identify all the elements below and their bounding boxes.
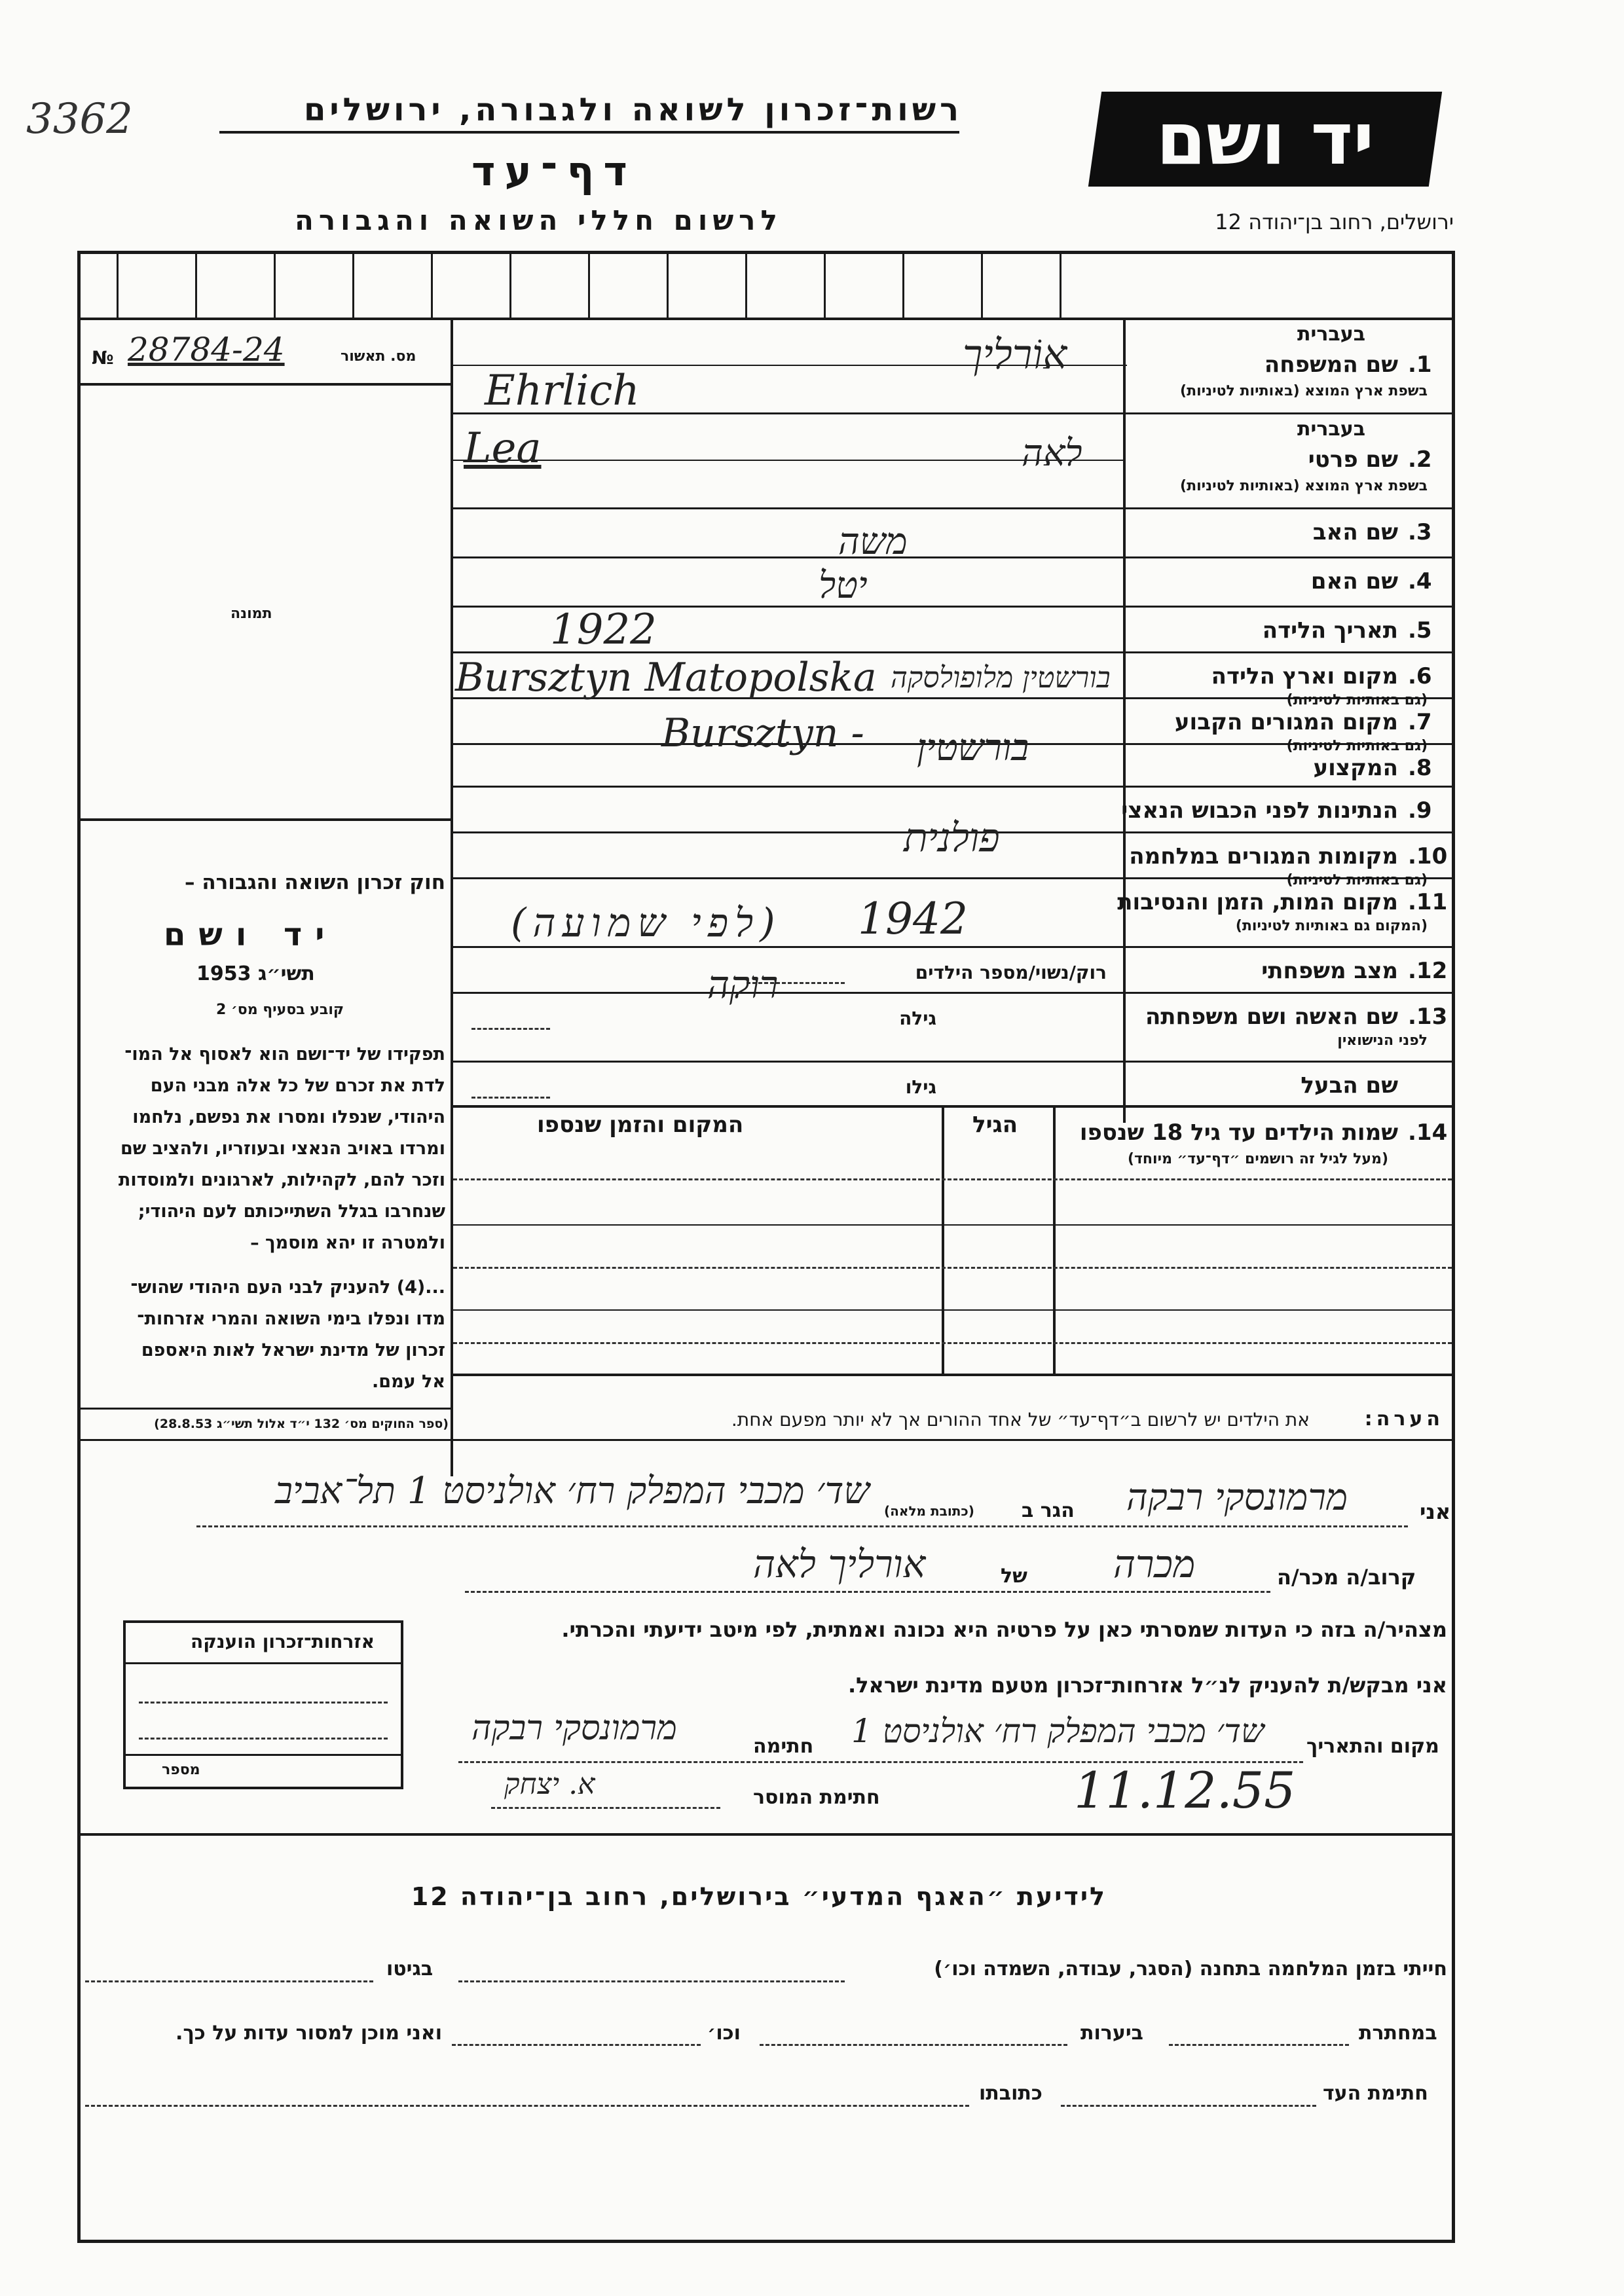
top-strip-box-divider: [588, 251, 590, 318]
row-label: הנתינות לפני הכבוש הנאצי: [1121, 797, 1398, 824]
info-title: לידיעת ״האגף המדעי״ בירושלים, רחוב בן־יהודה 12: [411, 1882, 1107, 1911]
top-strip-box-divider: [902, 251, 904, 318]
law-reference: (ספר החוקים מס׳ 132 י״ד אלול תשי״ג 28.8.53): [154, 1417, 449, 1431]
top-strip-box-divider: [667, 251, 669, 318]
row-number: 1.: [1408, 352, 1432, 378]
row-label: מקום המות, הזמן והנסיבות: [1117, 889, 1398, 915]
row-sublabel: לפני הנישואין: [1337, 1032, 1428, 1049]
children-row-rule: [453, 1178, 1452, 1182]
hw-father-name: משה: [838, 520, 908, 563]
decl-hw-address: שד׳ מכבי המפלק רח׳ אולניסט 1 תל־אביב: [275, 1470, 870, 1512]
top-strip-box-divider: [274, 251, 276, 318]
children-col-age: הגיל: [972, 1112, 1018, 1138]
row-label: שם האב: [1312, 519, 1398, 545]
row-number: 8.: [1408, 755, 1432, 781]
row-label: המקצוע: [1313, 755, 1398, 781]
photo-label: תמונה: [231, 606, 272, 622]
form-row-divider: [451, 507, 1452, 509]
row-extra-label: גילה: [899, 1008, 936, 1029]
top-strip-box-divider: [981, 251, 983, 318]
decl-prefix: אני: [1420, 1499, 1451, 1524]
law-text-line: וזכר להם, לקהילות, לארגונים ולמוסדות: [118, 1170, 445, 1190]
top-strip-box-divider: [1060, 251, 1061, 318]
row-number: 9.: [1408, 797, 1432, 824]
children-num: 14.: [1408, 1120, 1448, 1146]
top-strip-box-divider: [117, 251, 119, 318]
law-year: תשי״ג 1953: [196, 962, 315, 985]
citizenship-box-title-rule: [126, 1662, 401, 1664]
hw-surname-latin: Ehrlich: [485, 367, 640, 415]
row-number: 2.: [1408, 446, 1432, 473]
top-strip-box-divider: [195, 251, 197, 318]
law-clause: קובע בסעיף מס׳ 2: [216, 1002, 344, 1018]
row-extra-label: גילו: [905, 1076, 936, 1098]
decl-hw-signature: מרמונסקי רבקה: [471, 1709, 677, 1748]
form-title: דף־עד: [471, 147, 637, 195]
law-text-line: היהודי, שנפלו ומסרו את נפשם, נלחמו: [132, 1107, 445, 1127]
row-number: 4.: [1408, 568, 1432, 594]
bottom-line1-label: חייתי בזמן המלחמה בתחנה (הסגר, עבודה, השמדה וכו׳): [934, 1958, 1447, 1980]
row-number: 5.: [1408, 617, 1432, 644]
decl-hw-date: 11.12.55: [1074, 1761, 1296, 1819]
row-language-label: בעברית: [1297, 418, 1365, 441]
row-label: שם המשפחה: [1264, 352, 1398, 378]
bottom-line3-rule-b: [85, 2105, 969, 2107]
decl-relation-label: קרוב/ה מכר/ה: [1277, 1565, 1416, 1590]
note-divider: [451, 1374, 1452, 1376]
row-label: שם פרטי: [1308, 446, 1398, 473]
bottom-line3-witness-signature: חתימת העד: [1323, 2082, 1428, 2105]
row-number: 13.: [1408, 1004, 1448, 1030]
hw-firstname-latin: Lea: [464, 424, 542, 473]
row-extra-rule: [471, 1097, 550, 1099]
hw-residence-he: בורשטין: [917, 727, 1029, 769]
photo-divider: [77, 818, 452, 821]
row-label: מקומות המגורים במלחמה: [1129, 843, 1398, 869]
license-number: 28784-24: [128, 331, 285, 369]
license-label: מס. תאשור: [341, 348, 416, 365]
form-row-divider: [451, 992, 1452, 994]
hw-firstname-he: לאה: [1022, 432, 1082, 475]
row-number: 12.: [1408, 958, 1448, 984]
law-text-line: ...(4) להעניק לבני העם היהודי שהוש־: [130, 1277, 445, 1298]
bottom-divider: [77, 1833, 1452, 1836]
hw-marital-status: רוקה: [707, 962, 779, 1007]
decl-resides: הגר ב: [1022, 1499, 1075, 1522]
decl-addr-hint: (כתובת מלאה): [884, 1503, 974, 1519]
law-text-line: ולמטרה זו יהא מוסמך –: [250, 1233, 445, 1253]
citizenship-box: [123, 1620, 403, 1789]
decl-hw-name: מרמונסקי רבקה: [1126, 1476, 1348, 1519]
decl-hw-editor: א. יצחק: [504, 1768, 595, 1801]
header-address: ירושלים, רחוב בן־יהודה 12: [1215, 210, 1454, 234]
children-col-2: [1053, 1105, 1056, 1374]
law-text-line: לדת את זכרם של כל אלה מבני העם: [150, 1076, 445, 1096]
row-label: שם הבעל: [1301, 1072, 1398, 1099]
bottom-line2-underground: במחתרת: [1359, 2022, 1437, 2045]
bottom-line2-rule-a: [1169, 2044, 1349, 2046]
children-row-rule: [453, 1267, 1452, 1270]
bottom-line2-rule-c: [452, 2044, 701, 2046]
children-row-rule: [453, 1342, 1452, 1345]
decl-request: אני מבקש/ת להעניק לנ״ל אזרחות־זכרון מטעם מדינת ישראל.: [848, 1673, 1447, 1698]
form-subtitle: לרשום חללי השואה והגבורה: [295, 204, 783, 236]
decl-line-1: [196, 1525, 1408, 1527]
hw-mother-name: יטל: [819, 564, 868, 607]
label-column-border: [1123, 318, 1126, 1123]
row-label: מקום וארץ הלידה: [1211, 663, 1398, 689]
row-sublabel: (גם באותיות לטיניות): [1286, 738, 1428, 754]
decl-hw-relation: מכרה: [1113, 1542, 1196, 1586]
row-sublabel: (המקום גם באותיות לטיניות): [1235, 918, 1428, 934]
law-title-yadvashem: יד ושם: [164, 917, 338, 953]
bottom-line3-address: כתובתו: [979, 2082, 1043, 2105]
law-text-line: מדו ונפלו בימי השואה והמרי אזרחות־: [137, 1309, 445, 1329]
bottom-line1-rule-a: [458, 1980, 845, 1982]
form-row-divider: [451, 786, 1452, 788]
children-row-rule: [453, 1309, 1452, 1311]
bottom-line1-rule-b: [85, 1980, 373, 1982]
row-label: מצב משפחתי: [1261, 958, 1398, 984]
row-label: תאריך הלידה: [1262, 617, 1398, 644]
decl-statement: מצהיר/ה בזה כי העדות שמסרתי כאן על פרטיה היא נכונה ואמתית, לפי מיטב ידיעתי והכרתי.: [561, 1617, 1447, 1642]
decl-hw-subject: אורליך לאה: [753, 1542, 926, 1586]
hw-birthplace-he: בורשטין מלופולסקה: [891, 661, 1111, 695]
row-label: מקום המגורים הקבוע: [1174, 709, 1398, 735]
citizenship-box-line-1: [139, 1702, 388, 1704]
children-label: שמות הילדים עד גיל 18 שנספו: [1079, 1120, 1398, 1146]
top-strip-box-divider: [352, 251, 354, 318]
hw-death-circumstances: (לפי שמועה): [511, 900, 782, 946]
law-text-line: ומרדו באויב הנאצי ובעוזריו, ולהציב שם: [120, 1139, 445, 1159]
children-table-top: [451, 1105, 1452, 1108]
row-extra-rule: [471, 1028, 550, 1030]
row-language-label: בעברית: [1297, 323, 1365, 346]
bottom-line2-forests: ביערות: [1080, 2022, 1143, 2045]
decl-line-4: [491, 1807, 720, 1809]
license-divider: [77, 383, 452, 386]
decl-hw-place: שד׳ מכבי המפלק רח׳ אולניסט 1: [851, 1712, 1264, 1750]
decl-place-date-label: מקום והתאריך: [1306, 1735, 1439, 1758]
authority-underline: [219, 131, 959, 134]
bottom-line2-testimony: ואני מוכן למסור עדות על כך.: [175, 2022, 442, 2045]
citizenship-box-number-label: מספר: [162, 1762, 200, 1778]
row-number: 7.: [1408, 709, 1432, 735]
note-label: הערה:: [1364, 1408, 1444, 1430]
law-text-line: תפקידו של יד־ושם הוא לאסוף אל המו־: [124, 1044, 445, 1065]
license-no-sign: №: [92, 347, 114, 369]
row-label: שם האשה ושם משפחתה: [1145, 1004, 1398, 1030]
row-sublabel: בשפת ארץ המוצא (באותיות לטיניות): [1180, 383, 1428, 399]
row-sublabel: (גם באותיות לטיניות): [1286, 872, 1428, 888]
citizenship-box-line-2: [139, 1738, 388, 1740]
decl-of: של: [1001, 1565, 1027, 1588]
law-title: חוק זכרון השואה והגבורה –: [185, 871, 445, 894]
row-label: שם האם: [1310, 568, 1398, 594]
row-number: 10.: [1408, 843, 1448, 869]
form-row-divider: [451, 556, 1452, 558]
row-extra-label: רוק/נשוי/מספר הילדים: [915, 962, 1107, 983]
law-ref-divider-bottom: [77, 1439, 1452, 1441]
bottom-line1-ghetto: בגיטו: [386, 1958, 434, 1980]
citizenship-box-title: אזרחות־זכרון הוענקה: [191, 1631, 375, 1652]
top-strip-box-divider: [509, 251, 511, 318]
left-column-border: [451, 318, 453, 1476]
authority-title: רשות־זכרון לשואה ולגבורה, ירושלים: [303, 92, 963, 128]
children-col-place: המקום והזמן שנספו: [537, 1112, 744, 1138]
bottom-line2-rule-b: [760, 2044, 1067, 2046]
form-row-divider: [451, 1061, 1452, 1063]
row1-mark: [1126, 365, 1127, 366]
decl-signature-label: חתימה: [753, 1735, 814, 1758]
logo-text: יד ושם: [1156, 97, 1375, 181]
hw-residence-latin: Bursztyn -: [661, 710, 864, 756]
citizenship-box-bottom-rule: [126, 1754, 401, 1756]
bottom-line2-etc: וכו׳: [707, 2022, 741, 2045]
decl-line-2: [465, 1591, 1270, 1593]
row-number: 6.: [1408, 663, 1432, 689]
row-sublabel: בשפת ארץ המוצא (באותיות לטיניות): [1180, 478, 1428, 494]
yad-vashem-logo: [1088, 92, 1442, 187]
top-strip-box-divider: [431, 251, 433, 318]
law-text-line: זכרון של מדינת ישראל לאות היאספם: [141, 1340, 445, 1360]
law-text-line: שנחרבו בגלל השתייכותם לעם היהודי;: [138, 1201, 445, 1222]
children-col-1: [942, 1105, 944, 1374]
top-strip-box-divider: [824, 251, 826, 318]
hw-birth-date: 1922: [550, 606, 657, 654]
row-number: 3.: [1408, 519, 1432, 545]
file-number: 3362: [26, 95, 133, 143]
decl-editor-signature-label: חתימת המוסר: [753, 1786, 880, 1809]
top-strip-bottom: [77, 318, 1452, 320]
row-number: 11.: [1408, 889, 1448, 915]
law-ref-divider-top: [77, 1408, 452, 1410]
hw-nationality: פולנית: [904, 815, 1000, 861]
row-sublabel: (גם באותיות לטיניות): [1286, 692, 1428, 708]
children-sublabel: (מעל לגיל זה רושמים ״דף־עד״ מיוחד): [1127, 1151, 1388, 1167]
note-text: את הילדים יש לרשום ב״דף־עד״ של אחד ההורים אך לא יותר מפעם אחת.: [731, 1409, 1310, 1430]
hw-surname-he: אוֹרליך: [963, 331, 1067, 378]
bottom-line3-rule-a: [1061, 2105, 1316, 2107]
form-row-divider: [451, 946, 1452, 948]
hw-birthplace-latin: Bursztyn Matopolska: [455, 655, 877, 701]
children-row-rule: [453, 1224, 1452, 1226]
hw-death-year: 1942: [858, 894, 968, 944]
law-text-line: אל עמם.: [372, 1372, 445, 1392]
top-strip-box-divider: [745, 251, 747, 318]
